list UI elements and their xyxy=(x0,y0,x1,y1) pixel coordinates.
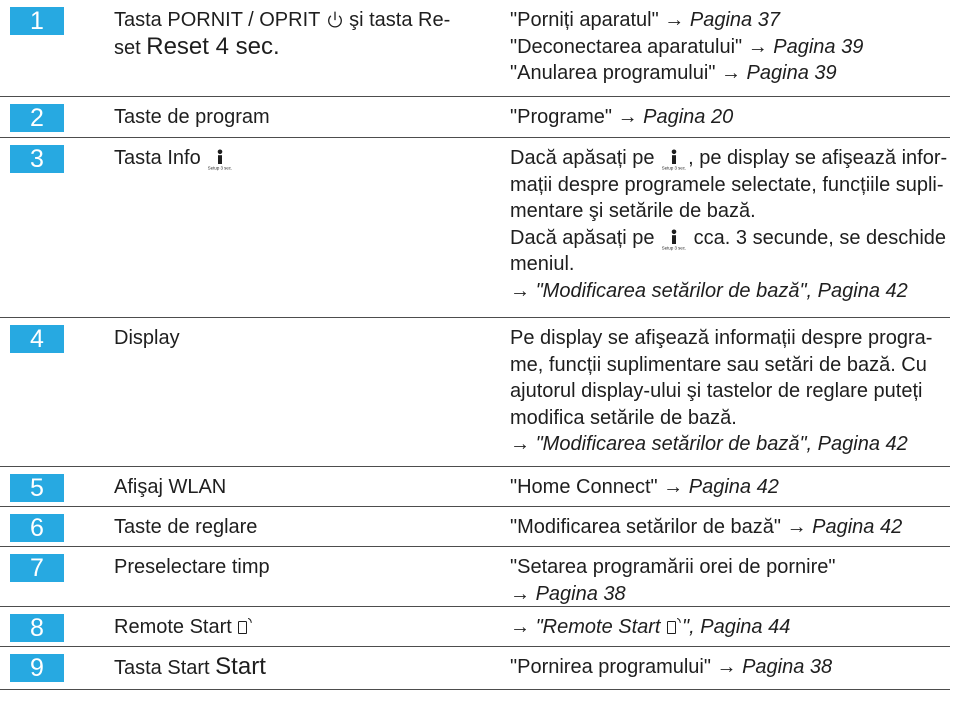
description-line xyxy=(510,60,863,87)
item-number-badge: 6 xyxy=(10,514,64,542)
description-text: mații despre programele selectate, funcțiile supli- xyxy=(510,173,944,196)
description-cell xyxy=(510,474,779,501)
control-name-line xyxy=(114,654,266,681)
info-icon xyxy=(206,149,234,170)
control-name-text: set xyxy=(114,36,141,59)
page-reference-link[interactable]: Pagina 39 xyxy=(746,62,837,84)
reference-arrow: → xyxy=(664,9,685,31)
description-line xyxy=(510,198,947,225)
item-number-badge: 1 xyxy=(10,7,64,35)
description-cell xyxy=(510,145,947,304)
control-name-cell xyxy=(114,554,270,581)
control-name-cell xyxy=(114,474,226,501)
table-row xyxy=(0,607,950,647)
control-name-text: Remote Start xyxy=(114,616,232,638)
control-name-text: Tasta Start xyxy=(114,657,210,679)
control-name-cell xyxy=(114,325,180,352)
reference-arrow: → xyxy=(510,582,530,605)
description-text: "Pornirea programului" xyxy=(510,656,711,678)
description-text: "Home Connect" xyxy=(510,476,658,498)
info-icon xyxy=(660,149,688,170)
info-icon-caption: Setup 3 sec. xyxy=(661,244,687,250)
remote-start-icon xyxy=(237,617,253,635)
description-text: Dacă apăsați pe xyxy=(510,226,655,249)
cross-reference-link[interactable]: "Modificarea setărilor de bază", Pagina 42 xyxy=(535,433,908,455)
page-reference-link[interactable]: Pagina 39 xyxy=(773,35,864,58)
description-line xyxy=(510,614,790,641)
control-name-cell xyxy=(114,654,266,681)
description-text: "Anularea programului" xyxy=(510,62,716,84)
page-reference-link[interactable]: Pagina 38 xyxy=(742,656,833,678)
cross-reference-link[interactable]: "Modificarea setărilor de bază", Pagina 42 xyxy=(535,279,908,302)
description-text: "Modificarea setărilor de bază" xyxy=(510,516,781,538)
description-cell xyxy=(510,325,932,458)
page-reference-link[interactable]: Pagina 20 xyxy=(643,106,734,128)
description-text: me, funcții suplimentare sau setări de bază. Cu xyxy=(510,353,927,376)
table-row xyxy=(0,507,950,547)
control-name-line xyxy=(114,145,234,172)
reference-arrow: → xyxy=(716,656,737,678)
description-text: "Deconectarea aparatului" xyxy=(510,35,743,58)
description-line xyxy=(510,654,832,681)
description-line xyxy=(510,378,932,405)
description-text: Pe display se afişează informații despre progra- xyxy=(510,327,933,349)
description-cell xyxy=(510,654,832,681)
description-line xyxy=(510,104,733,131)
description-line xyxy=(510,34,863,61)
table-row xyxy=(0,97,950,138)
control-name-cell xyxy=(114,7,450,60)
reference-arrow: → xyxy=(510,433,530,455)
description-text: "Porniți aparatul" xyxy=(510,9,659,31)
item-number-badge: 5 xyxy=(10,474,64,502)
control-name-text: şi tasta Re- xyxy=(349,9,451,31)
description-cell xyxy=(510,614,790,641)
control-name-text: Tasta Info xyxy=(114,147,201,169)
control-name-cell xyxy=(114,514,257,541)
page-reference-link[interactable]: Pagina 42 xyxy=(688,476,779,498)
description-cell xyxy=(510,7,863,87)
page-reference-link[interactable]: Pagina 37 xyxy=(689,9,780,31)
control-name-text: Taste de reglare xyxy=(114,516,258,538)
description-text: "Setarea programării orei de pornire" xyxy=(510,556,836,578)
description-text: cca. 3 secunde, se deschide xyxy=(693,226,947,249)
info-icon xyxy=(660,229,688,250)
item-number-badge: 7 xyxy=(10,554,64,582)
description-text: , pe display se afişează infor- xyxy=(688,147,948,169)
item-number-badge: 9 xyxy=(10,654,64,682)
control-name-line xyxy=(114,514,257,541)
table-row xyxy=(0,0,950,97)
control-name-line xyxy=(114,325,180,352)
control-name-line xyxy=(114,614,253,641)
description-line xyxy=(510,251,947,278)
cross-reference-text: "Remote Start xyxy=(535,616,661,638)
description-line xyxy=(510,474,779,501)
control-name-cell xyxy=(114,104,270,131)
control-name-text: Afişaj WLAN xyxy=(114,476,227,498)
description-line xyxy=(510,225,947,252)
description-text: modifica setările de bază. xyxy=(510,406,737,429)
reference-arrow: → xyxy=(510,279,530,302)
info-icon-caption: Setup 3 sec. xyxy=(208,165,233,171)
reference-arrow: → xyxy=(663,476,684,498)
description-line xyxy=(510,581,835,608)
description-cell xyxy=(510,554,835,607)
remote-start-icon xyxy=(666,617,682,635)
description-text: "Programe" xyxy=(510,106,613,128)
power-icon xyxy=(326,10,344,28)
description-line xyxy=(510,431,932,458)
description-line xyxy=(510,352,932,379)
description-line xyxy=(510,325,932,352)
table-row xyxy=(0,647,950,690)
description-line xyxy=(510,172,947,199)
reference-arrow: → xyxy=(747,35,768,58)
table-row xyxy=(0,547,950,607)
reference-arrow: → xyxy=(510,616,530,638)
control-name-line xyxy=(114,34,450,61)
item-number-badge: 4 xyxy=(10,325,64,353)
control-name-text: Display xyxy=(114,327,180,349)
control-name-line xyxy=(114,554,270,581)
item-number-badge: 2 xyxy=(10,104,64,132)
description-cell xyxy=(510,514,902,541)
control-name-line xyxy=(114,104,270,131)
item-number-badge: 8 xyxy=(10,614,64,642)
control-name-cell xyxy=(114,145,234,172)
cross-reference-text: ", Pagina 44 xyxy=(682,616,791,638)
description-line xyxy=(510,145,947,172)
table-row xyxy=(0,318,950,467)
page-reference-link[interactable]: Pagina 42 xyxy=(812,516,903,538)
description-line xyxy=(510,554,835,581)
description-line xyxy=(510,514,902,541)
reference-arrow: → xyxy=(720,62,741,84)
description-line xyxy=(510,278,947,305)
panel-label: Start xyxy=(215,653,266,680)
reference-arrow: → xyxy=(617,106,638,128)
panel-label: Reset 4 sec. xyxy=(146,32,280,60)
control-name-line xyxy=(114,474,226,501)
description-text: mentare şi setările de bază. xyxy=(510,200,756,222)
control-name-text: Preselectare timp xyxy=(114,556,270,578)
reference-arrow: → xyxy=(786,516,807,538)
description-text: meniul. xyxy=(510,253,575,275)
description-cell xyxy=(510,104,733,131)
control-name-text: Taste de program xyxy=(114,106,270,128)
info-icon-caption: Setup 3 sec. xyxy=(661,165,687,171)
table-row xyxy=(0,138,950,318)
control-name-cell xyxy=(114,614,253,641)
table-row xyxy=(0,467,950,507)
cross-reference-link[interactable] xyxy=(536,616,791,638)
description-text: ajutorul display-ului şi tastelor de reglare puteți xyxy=(510,380,923,402)
control-name-text: Tasta PORNIT / OPRIT xyxy=(114,9,320,31)
control-name-line xyxy=(114,7,450,34)
description-line xyxy=(510,7,863,34)
page-reference-link[interactable]: Pagina 38 xyxy=(535,582,626,605)
description-line xyxy=(510,405,932,432)
description-text: Dacă apăsați pe xyxy=(510,147,655,169)
item-number-badge: 3 xyxy=(10,145,64,173)
